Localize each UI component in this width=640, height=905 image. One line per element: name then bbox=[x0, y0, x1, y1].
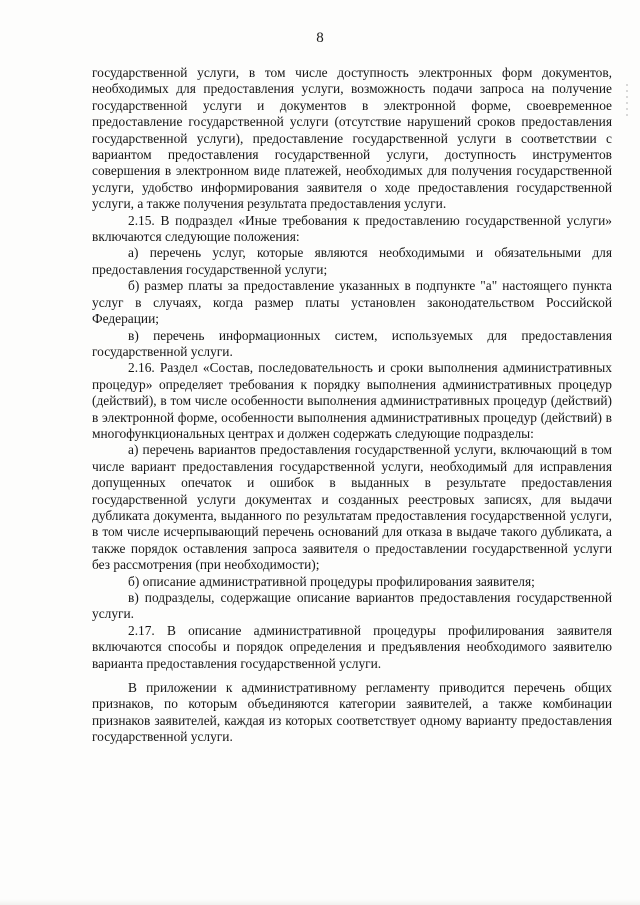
paragraph-2-15: 2.15. В подраздел «Иные требования к предоставлению государственной услуги» включаются следующие положения: bbox=[92, 212, 612, 245]
paragraph-appendix-note: В приложении к административному регламенту приводится перечень общих признаков, по которым объединяются категории заявителей, а также комбинации признаков заявителей, каждая из которых соответствует одному варианту предоставления государственной услуги. bbox=[92, 680, 612, 745]
paragraph-2-16-v: в) подразделы, содержащие описание вариантов предоставления государственной услуги. bbox=[92, 590, 612, 622]
scan-bottom-shadow bbox=[0, 899, 640, 905]
paragraph-2-16: 2.16. Раздел «Состав, последовательность и сроки выполнения административных процедур» определяет требования к порядку выполнения административных процедур (действий), в том числе особенности выполнения административных процедур (действий) в электронной форме, особенности выполнения административных процедур (действий) в многофункциональных центрах и должен содержать следующие подразделы: bbox=[92, 360, 612, 441]
paragraph-2-16-b: б) описание административной процедуры профилирования заявителя; bbox=[128, 573, 535, 589]
paragraph-2-17: 2.17. В описание административной процедуры профилирования заявителя включаются способы и порядок определения и предъявления необходимого заявителю варианта предоставления государственной услуги. bbox=[92, 622, 612, 671]
document-body bbox=[92, 65, 612, 746]
paragraph-2-15-a: а) перечень услуг, которые являются необходимыми и обязательными для предоставления государственной услуги; bbox=[92, 245, 612, 277]
paragraph-2-15-v: в) перечень информационных систем, используемых для предоставления государственной услуги. bbox=[92, 327, 612, 359]
page-number: 8 bbox=[316, 30, 324, 46]
scan-margin-mark bbox=[626, 84, 628, 118]
paragraph-2-16-a: а) перечень вариантов предоставления государственной услуги, включающий в том числе вариант предоставления государственной услуги, необходимый для исправления допущенных опечаток и ошибок в выданных в результате предоставления государственной услуги документах и созданных реестровых записях, для выдачи дубликата документа, выданного по результатам предоставления государственной услуги, в том числе исчерпывающий перечень оснований для отказа в выдаче такого дубликата, а также порядок оставления запроса заявителя о предоставлении государственной услуги без рассмотрения (при необходимости); bbox=[92, 442, 612, 573]
paragraph-continuation: государственной услуги, в том числе доступность электронных форм документов, необходимых для предоставления услуги, возможность подачи запроса на получение государственной услуги и документов в электронной форме, своевременное предоставление государственной услуги (отсутствие нарушений сроков предоставления государственной услуги), предоставление государственной услуги в соответствии с вариантом предоставления государственной услуги, доступность инструментов совершения в электронном виде платежей, необходимых для получения государственной услуги, удобство информирования заявителя о ходе предоставления государственной услуги, а также получения результата предоставления услуги. bbox=[92, 65, 612, 212]
paragraph-2-15-b: б) размер платы за предоставление указанных в подпункте "а" настоящего пункта услуг в случаях, когда размер платы установлен законодательством Российской Федерации; bbox=[92, 278, 612, 327]
